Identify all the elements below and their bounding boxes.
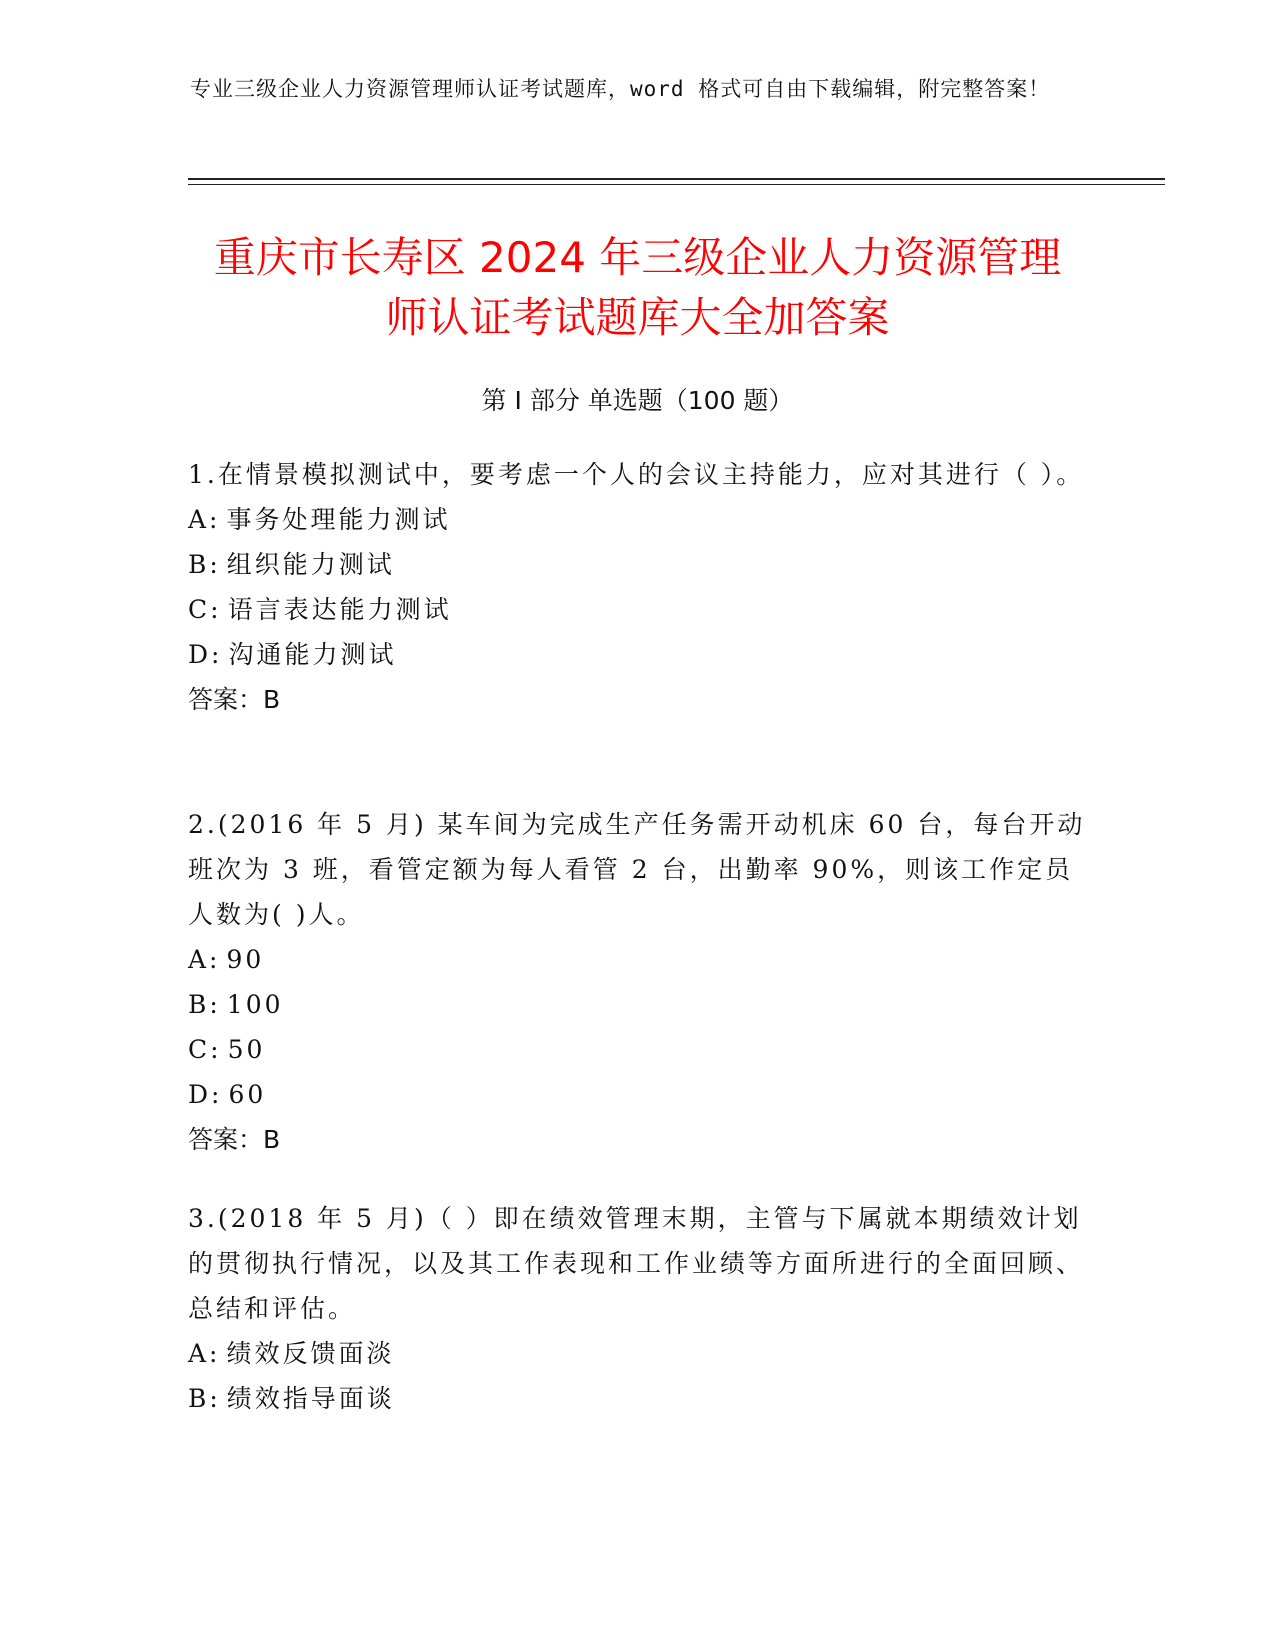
option-letter: D: xyxy=(188,1080,223,1109)
option-letter: A: xyxy=(188,1339,221,1368)
option-text: 沟通能力测试 xyxy=(228,640,397,669)
option-text: 绩效反馈面淡 xyxy=(226,1339,395,1368)
header-divider-thin xyxy=(188,184,1165,185)
option-text: 60 xyxy=(228,1080,267,1109)
question-1 xyxy=(188,452,1088,722)
document-title-line-1: 重庆市长寿区 2024 年三级企业人力资源管理 xyxy=(213,233,1062,282)
header-note: 专业三级企业人力资源管理师认证考试题库，word 格式可自由下载编辑，附完整答案！ xyxy=(190,77,1051,101)
question-text: 1.在情景模拟测试中，要考虑一个人的会议主持能力，应对其进行（ ）。 xyxy=(188,460,1085,489)
option-text: 100 xyxy=(226,990,284,1019)
section-heading: 第 I 部分 单选题（100 题） xyxy=(481,386,794,415)
option-text: 语言表达能力测试 xyxy=(227,595,452,624)
option-text: 绩效指导面谈 xyxy=(226,1384,395,1413)
option-letter: B: xyxy=(188,990,221,1019)
option-c xyxy=(188,587,1088,632)
option-letter: A: xyxy=(188,505,221,534)
option-letter: C: xyxy=(188,595,222,624)
document-title-line-2: 师认证考试题库大全加答案 xyxy=(385,293,890,342)
option-text: 组织能力测试 xyxy=(226,550,395,579)
option-d xyxy=(188,632,1088,677)
option-letter: B: xyxy=(188,1384,221,1413)
option-b xyxy=(188,1376,1088,1421)
option-text: 事务处理能力测试 xyxy=(226,505,451,534)
question-text: 3.(2018 年 5 月)（ ）即在绩效管理末期，主管与下属就本期绩效计划的贯彻执行情况，以及其工作表现和工作业绩等方面所进行的全面回顾、总结和评估。 xyxy=(188,1204,1085,1323)
option-a xyxy=(188,1331,1088,1376)
option-b xyxy=(188,982,1088,1027)
document-title xyxy=(150,228,1125,348)
question-text: 2.(2016 年 5 月) 某车间为完成生产任务需开动机床 60 台，每台开动班次为 3 班，看管定额为每人看管 2 台，出勤率 90%，则该工作定员人数为( )人。 xyxy=(188,810,1086,929)
option-b xyxy=(188,542,1088,587)
answer: 答案：B xyxy=(188,685,281,714)
question-2 xyxy=(188,802,1088,1162)
option-text: 90 xyxy=(226,945,265,974)
option-letter: B: xyxy=(188,550,221,579)
option-letter: D: xyxy=(188,640,223,669)
option-a xyxy=(188,497,1088,542)
question-3 xyxy=(188,1196,1088,1421)
answer: 答案：B xyxy=(188,1125,281,1154)
option-d xyxy=(188,1072,1088,1117)
option-c xyxy=(188,1027,1088,1072)
header-divider-thick xyxy=(188,178,1165,180)
option-letter: C: xyxy=(188,1035,222,1064)
option-letter: A: xyxy=(188,945,221,974)
option-text: 50 xyxy=(227,1035,266,1064)
option-a xyxy=(188,937,1088,982)
